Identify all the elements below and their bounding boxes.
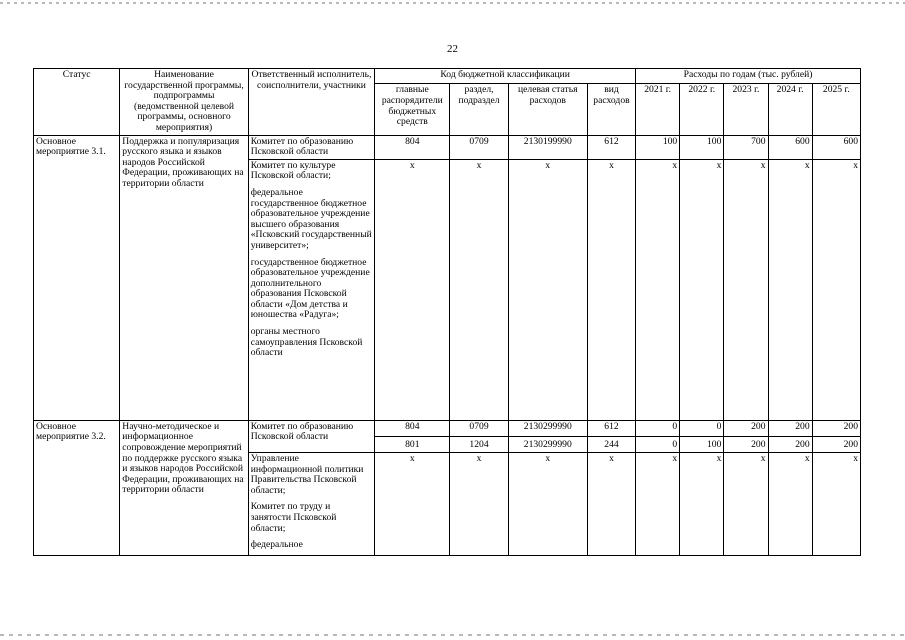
- header-target-item: целевая статья расходов: [508, 84, 587, 135]
- table-row: [34, 135, 861, 159]
- page-number: 22: [447, 43, 458, 55]
- header-main-managers: главные распорядители бюджетных средств: [375, 84, 450, 135]
- mark-cell: x: [636, 159, 680, 420]
- value: 200: [843, 439, 858, 451]
- line-divider: [588, 436, 635, 437]
- executor-cell: Комитет по образованию Псковской области: [248, 135, 374, 159]
- value-2023-cell: 700: [724, 135, 768, 159]
- mark-cell: x: [587, 452, 635, 555]
- status-cell: Основное мероприятие 3.2.: [34, 420, 120, 555]
- mark-cell: x: [768, 159, 812, 420]
- value: 200: [751, 420, 766, 432]
- co-executor: Управление информационной политики Правительства Псковской области;: [250, 452, 364, 496]
- value: 200: [843, 420, 858, 432]
- value: 200: [795, 420, 810, 432]
- header-year-2022: 2022 г.: [680, 84, 724, 135]
- section-value: 1204: [469, 439, 489, 451]
- value-2022-cell: [680, 420, 724, 452]
- value: 0: [716, 420, 722, 432]
- mark-cell: x: [724, 159, 768, 420]
- co-executor: государственное бюджетное образовательное учреждение дополнительного образования Псковской области «Дом детства и юношества «Радуга»;: [250, 256, 370, 321]
- csr-value: 2130299990: [523, 420, 572, 432]
- vr-value: 244: [604, 439, 619, 451]
- value: 200: [751, 439, 766, 451]
- header-budget-code: Код бюджетной классификации: [375, 69, 636, 84]
- header-status: Статус: [34, 69, 120, 136]
- header-expenses: Расходы по годам (тыс. рублей): [636, 69, 861, 84]
- measure-name-cell: Поддержка и популяризация русского языка и языков народов Российской Федерации, проживающих на территории области: [120, 135, 248, 420]
- vr-value: 612: [604, 420, 619, 432]
- value-2025-cell: [812, 420, 860, 452]
- executor-cell: Комитет по образованию Псковской области: [248, 420, 374, 452]
- value: 0: [672, 439, 678, 451]
- header-year-2025: 2025 г.: [812, 84, 860, 135]
- vr-cell: 612: [587, 135, 635, 159]
- header-row-1: [34, 69, 861, 84]
- mark-cell: x: [375, 159, 450, 420]
- value-2024-cell: 600: [768, 135, 812, 159]
- line-divider: [680, 436, 723, 437]
- value-2023-cell: [724, 420, 768, 452]
- mark-cell: x: [768, 452, 812, 555]
- csr-value: 2130299990: [523, 439, 572, 451]
- value-2025-cell: 600: [812, 135, 860, 159]
- mark-cell: x: [450, 159, 508, 420]
- csr-cell: [508, 420, 587, 452]
- header-expense-type: вид расходов: [587, 84, 635, 135]
- csr-cell: 2130199990: [508, 135, 587, 159]
- line-divider: [813, 436, 860, 437]
- scan-edge-top: [0, 2, 905, 4]
- line-divider: [636, 436, 679, 437]
- co-executor: органы местного самоуправления Псковской области: [250, 326, 363, 359]
- mark-cell: x: [508, 159, 587, 420]
- grbs-cell: [375, 420, 450, 452]
- co-executor: федеральное государственное бюджетное образовательное учреждение высшего образования «Псковский государственный университет»;: [250, 186, 372, 251]
- header-program-name: Наименование государственной программы, подпрограммы (ведомственной целевой программы, основного мероприятия): [120, 69, 248, 136]
- co-executor: Комитет по труду и занятости Псковской области;: [250, 501, 337, 534]
- value-2021-cell: 100: [636, 135, 680, 159]
- mark-cell: x: [724, 452, 768, 555]
- line-divider: [450, 436, 507, 437]
- value-2024-cell: [768, 420, 812, 452]
- line-divider: [509, 436, 587, 437]
- budget-table: [33, 68, 861, 556]
- mark-cell: x: [680, 452, 724, 555]
- value: 100: [706, 439, 722, 451]
- status-cell: Основное мероприятие 3.1.: [34, 135, 120, 420]
- value: 0: [672, 420, 678, 432]
- header-year-2023: 2023 г.: [724, 84, 768, 135]
- scan-edge-bottom: [0, 634, 905, 636]
- header-executor: Ответственный исполнитель, соисполнители, участники: [248, 69, 374, 136]
- line-divider: [724, 436, 767, 437]
- measure-name-cell: Научно-методическое и информационное сопровождение мероприятий по поддержке русского языка и языков народов Российской Федерации, проживающих на территории области: [120, 420, 248, 555]
- mark-cell: x: [812, 159, 860, 420]
- section-cell: [450, 420, 508, 452]
- mark-cell: x: [508, 452, 587, 555]
- header-section: раздел, подраздел: [450, 84, 508, 135]
- co-executors-cell: [248, 452, 374, 555]
- mark-cell: x: [450, 452, 508, 555]
- value-2021-cell: [636, 420, 680, 452]
- header-year-2021: 2021 г.: [636, 84, 680, 135]
- mark-cell: x: [375, 452, 450, 555]
- mark-cell: x: [587, 159, 635, 420]
- co-executors-cell: [248, 159, 374, 420]
- value: 200: [795, 439, 810, 451]
- line-divider: [769, 436, 812, 437]
- co-executor: Комитет по культуре Псковской области;: [250, 159, 336, 182]
- vr-cell: [587, 420, 635, 452]
- co-executor: федеральное: [250, 539, 303, 551]
- value-2022-cell: 100: [680, 135, 724, 159]
- grbs-value: 804: [405, 420, 420, 432]
- header-year-2024: 2024 г.: [768, 84, 812, 135]
- section-value: 0709: [469, 420, 489, 432]
- line-divider: [375, 436, 449, 437]
- mark-cell: x: [636, 452, 680, 555]
- grbs-cell: 804: [375, 135, 450, 159]
- table-row: [34, 420, 861, 452]
- mark-cell: x: [680, 159, 724, 420]
- grbs-value: 801: [405, 439, 420, 451]
- section-cell: 0709: [450, 135, 508, 159]
- mark-cell: x: [812, 452, 860, 555]
